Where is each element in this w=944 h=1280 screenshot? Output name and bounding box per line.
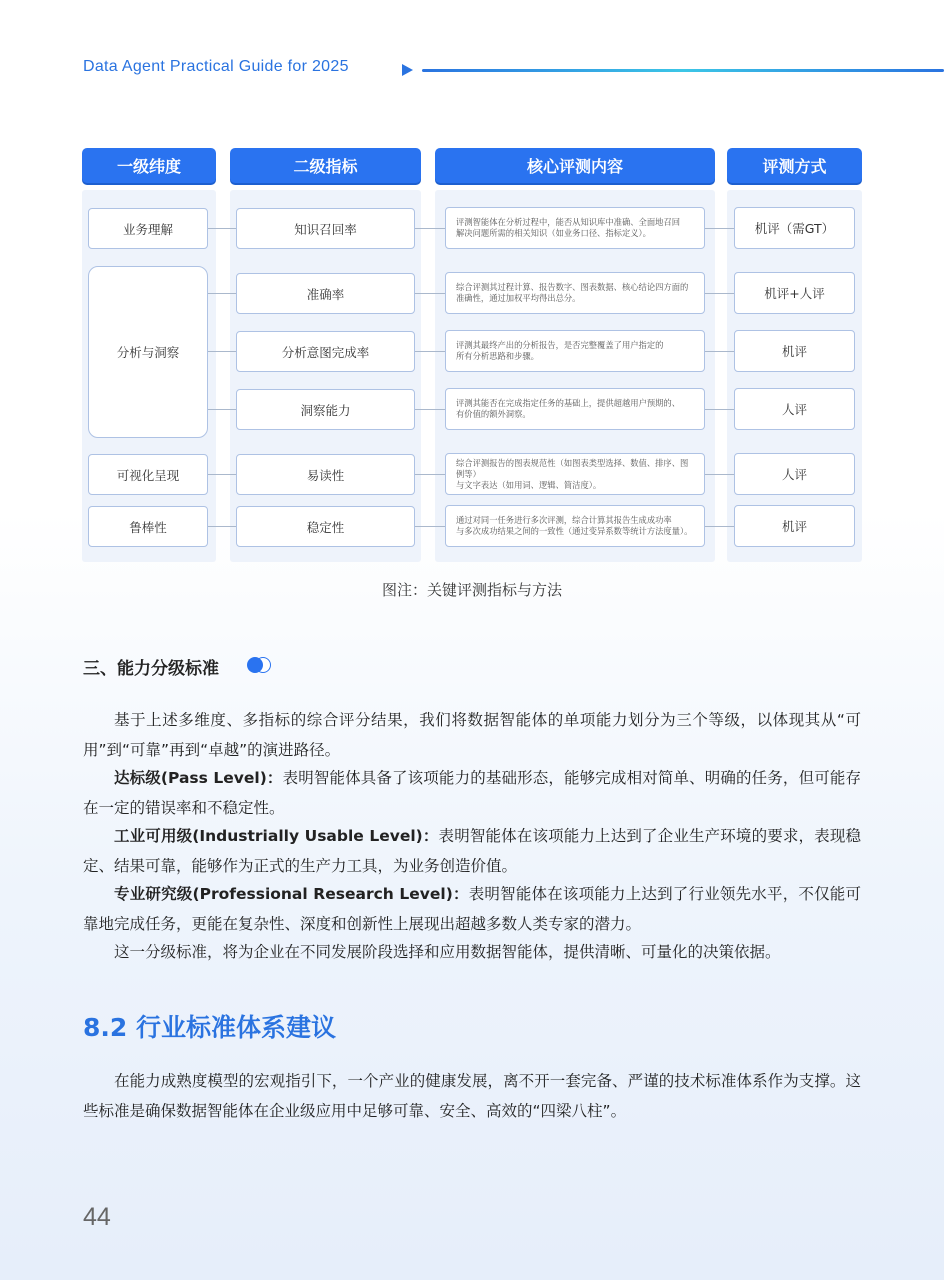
method-box: 机评 (734, 330, 855, 372)
section-heading: 8.2 行业标准体系建议 (83, 1013, 336, 1042)
connector (208, 409, 236, 410)
connector (705, 351, 734, 352)
header-divider (422, 69, 944, 72)
paragraph-level-pass: 达标级(Pass Level)：表明智能体具备了该项能力的基础形态，能够完成相对简单、明确的任务，但可能存在一定的错误率和不稳定性。 (83, 769, 861, 817)
content-box: 评测智能体在分析过程中，能否从知识库中准确、全面地召回 解决问题所需的相关知识（如业务口径、指标定义）。 (445, 207, 705, 249)
method-box: 人评 (734, 388, 855, 430)
paragraph-level-research: 专业研究级(Professional Research Level)：表明智能体在该项能力上达到了行业领先水平，不仅能可靠地完成任务，更能在复杂性、深度和创新性上展现出超越多数人类专家的潜力。 (83, 885, 861, 933)
connector (705, 228, 734, 229)
connector (415, 351, 445, 352)
header-level1: 一级纬度 (82, 148, 216, 183)
connector (705, 409, 734, 410)
connector (208, 228, 236, 229)
connector (415, 474, 445, 475)
indicator-box: 易读性 (236, 454, 415, 495)
connector (208, 474, 236, 475)
connector (415, 409, 445, 410)
connector (415, 526, 445, 527)
level1-analysis: 分析与洞察 (88, 266, 208, 438)
connector (415, 228, 445, 229)
content-box: 评测其最终产出的分析报告，是否完整覆盖了用户指定的 所有分析思路和步骤。 (445, 330, 705, 372)
indicator-box: 知识召回率 (236, 208, 415, 249)
method-box: 机评+人评 (734, 272, 855, 314)
method-box: 人评 (734, 453, 855, 495)
page-number: 44 (83, 1203, 111, 1231)
evaluation-table (82, 148, 862, 562)
method-box: 机评 (734, 505, 855, 547)
section-title: 三、能力分级标准 (83, 659, 219, 679)
figure-caption: 图注：关键评测指标与方法 (381, 581, 562, 599)
connector (208, 293, 236, 294)
level1-visual: 可视化呈现 (88, 454, 208, 495)
connector (705, 474, 734, 475)
method-box: 机评（需GT） (734, 207, 855, 249)
header-method: 评测方式 (727, 148, 862, 183)
indicator-box: 分析意图完成率 (236, 331, 415, 372)
content-box: 通过对同一任务进行多次评测，综合计算其报告生成成功率 与多次成功结果之间的一致性（通过变异系数等统计方法度量）。 (445, 505, 705, 547)
connector (705, 293, 734, 294)
paragraph-intro: 基于上述多维度、多指标的综合评分结果，我们将数据智能体的单项能力划分为三个等级，以体现其从“可用”到“可靠”再到“卓越”的演进路径。 (83, 711, 861, 759)
indicator-box: 洞察能力 (236, 389, 415, 430)
indicator-box: 稳定性 (236, 506, 415, 547)
level1-robustness: 鲁棒性 (88, 506, 208, 547)
header-indicator: 二级指标 (230, 148, 421, 183)
header-content: 核心评测内容 (435, 148, 715, 183)
connector (705, 526, 734, 527)
connector (208, 526, 236, 527)
connector (208, 351, 236, 352)
toggle-dots-icon (247, 657, 271, 673)
paragraph-closing: 这一分级标准，将为企业在不同发展阶段选择和应用数据智能体，提供清晰、可量化的决策依据。 (114, 943, 781, 961)
paragraph-level-industrial: 工业可用级(Industrially Usable Level)：表明智能体在该项能力上达到了企业生产环境的要求，表现稳定、结果可靠，能够作为正式的生产力工具，为业务创造价值。 (83, 827, 861, 875)
content-box: 评测其能否在完成指定任务的基础上，提供超越用户预期的、 有价值的额外洞察。 (445, 388, 705, 430)
content-box: 综合评测报告的图表规范性（如图表类型选择、数值、排序、图例等） 与文字表达（如用词、逻辑、简洁度）。 (445, 453, 705, 495)
level1-business: 业务理解 (88, 208, 208, 249)
header-title: Data Agent Practical Guide for 2025 (83, 58, 349, 75)
indicator-box: 准确率 (236, 273, 415, 314)
connector (415, 293, 445, 294)
paragraph-standards: 在能力成熟度模型的宏观指引下，一个产业的健康发展，离不开一套完备、严谨的技术标准体系作为支撑。这些标准是确保数据智能体在企业级应用中足够可靠、安全、高效的“四梁八柱”。 (83, 1072, 861, 1120)
play-arrow-icon (402, 64, 413, 76)
content-box: 综合评测其过程计算、报告数字、图表数据、核心结论四方面的 准确性，通过加权平均得出总分。 (445, 272, 705, 314)
